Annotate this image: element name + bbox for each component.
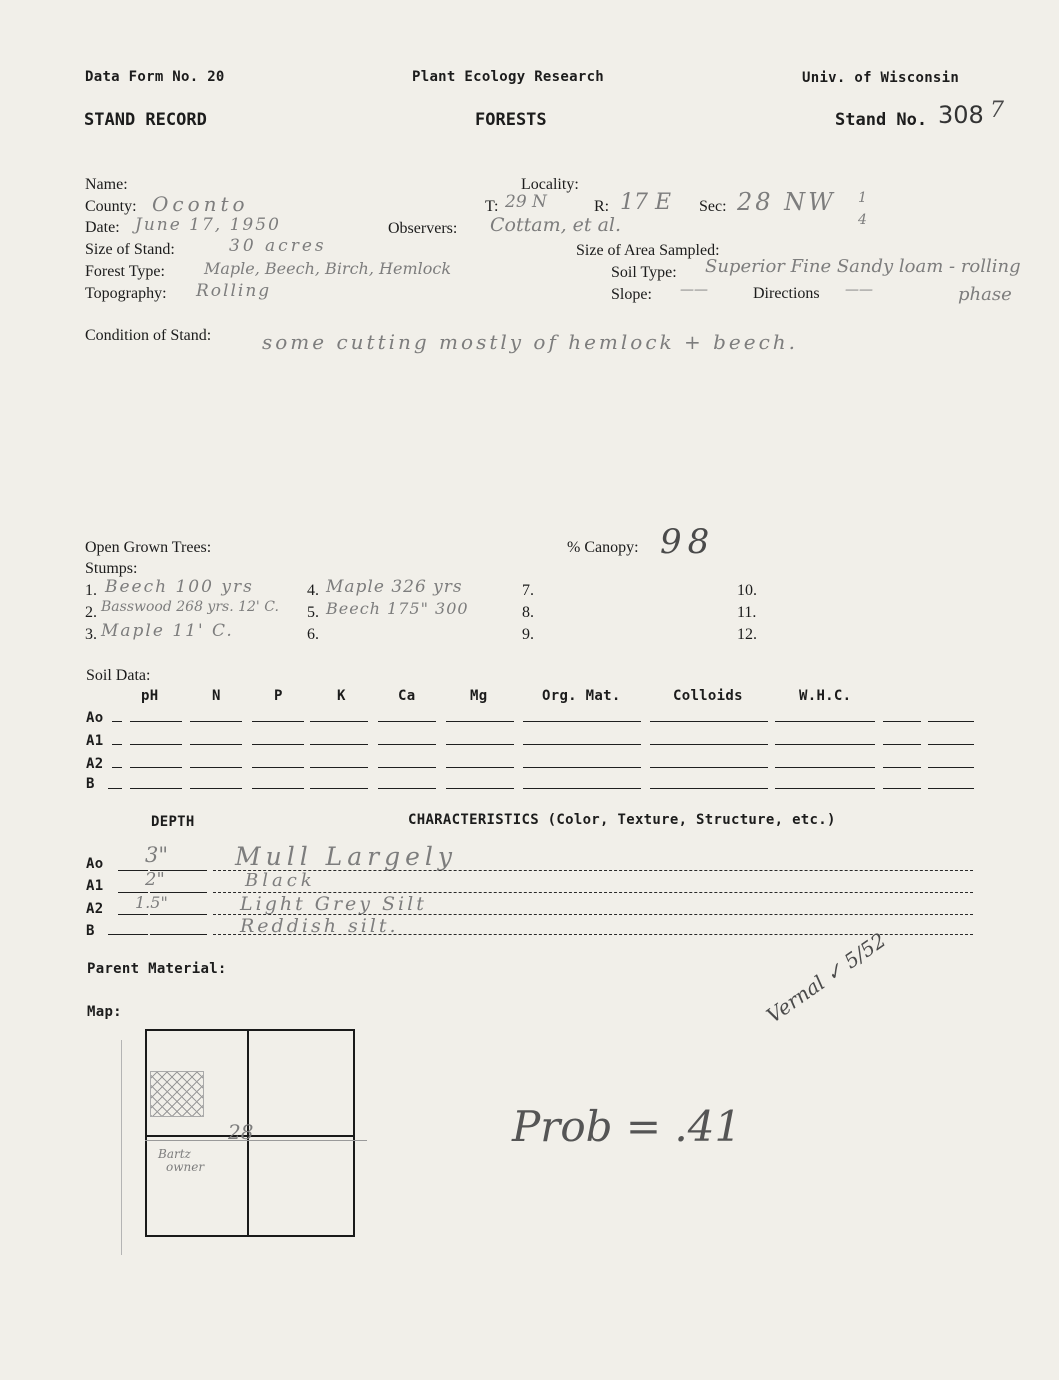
map-section-number: 28 (228, 1120, 254, 1144)
stump-number-5: 5. (307, 604, 319, 621)
soil-cell-blank (310, 721, 368, 722)
soil-cell-blank (310, 767, 368, 768)
soil-row-ao: Ao (86, 710, 104, 726)
soil-cell-blank (775, 744, 875, 745)
observers-value: Cottam, et al. (490, 214, 622, 236)
soil-cell-blank (446, 767, 514, 768)
directions-label: Directions (753, 285, 820, 302)
form-number: Data Form No. 20 (85, 69, 225, 85)
range-label: R: (594, 198, 610, 215)
open-grown-trees-label: Open Grown Trees: (85, 539, 212, 556)
soil-cell-blank (252, 767, 304, 768)
horizon-label-a1: A1 (86, 878, 104, 894)
soil-cell-blank (928, 767, 974, 768)
soil-cell-blank (523, 721, 641, 722)
verification-note: Vernal ✓ 5/52 (762, 927, 891, 1028)
soil-cell-blank (446, 744, 514, 745)
stump-number-6: 6. (307, 626, 319, 643)
parent-material-label: Parent Material: (87, 961, 227, 977)
map-owner: Bartz (158, 1147, 191, 1161)
stump-entry-3: Maple 11' C. (101, 621, 234, 641)
stump-entry-2: Basswood 268 yrs. 12' C. (101, 599, 279, 615)
stump-entry-4: Maple 326 yrs (326, 577, 463, 597)
soil-cell-blank (928, 721, 974, 722)
stump-number-2: 2. (85, 604, 97, 621)
stand-number-label: Stand No. (835, 110, 928, 130)
soil-col-org-mat: Org. Mat. (542, 688, 621, 704)
soil-cell-blank (310, 788, 368, 789)
township-label: T: (485, 198, 499, 215)
condition-label: Condition of Stand: (85, 327, 212, 344)
stand-number: 308 (938, 101, 984, 129)
size-of-stand-value: 30 acres (229, 236, 327, 256)
soil-row-a2: A2 (86, 756, 104, 772)
map-owner-note: owner (166, 1160, 205, 1174)
stump-entry-1: Beech 100 yrs (105, 577, 254, 597)
soil-cell-blank (190, 721, 242, 722)
horizon-depth-a2: 1.5" (135, 893, 168, 912)
horizon-desc-ao: Mull Largely (235, 842, 458, 871)
soil-cell-blank (310, 744, 368, 745)
soil-row-lead (112, 721, 122, 722)
soil-row-a1: A1 (86, 733, 104, 749)
canopy-label: % Canopy: (567, 539, 639, 556)
canopy-value: 98 (660, 522, 716, 562)
characteristics-header: CHARACTERISTICS (Color, Texture, Structure, etc.) (408, 812, 836, 828)
soil-cell-blank (252, 744, 304, 745)
stump-number-12: 12. (737, 626, 757, 643)
horizon-desc-b: Reddish silt. (240, 915, 399, 937)
soil-cell-blank (190, 744, 242, 745)
name-label: Name: (85, 176, 128, 193)
soil-cell-blank (252, 788, 304, 789)
soil-cell-blank (883, 744, 921, 745)
topography-value: Rolling (196, 281, 272, 301)
soil-cell-blank (378, 788, 436, 789)
stump-number-7: 7. (522, 582, 534, 599)
condition-value: some cutting mostly of hemlock + beech. (262, 330, 799, 354)
section-fraction-num: 1 (858, 190, 867, 206)
stump-number-3: 3. (85, 626, 97, 643)
soil-col-colloids: Colloids (673, 688, 743, 704)
stump-number-11: 11. (737, 604, 757, 621)
stump-number-1: 1. (85, 582, 97, 599)
horizon-label-ao: Ao (86, 856, 104, 872)
record-title: STAND RECORD (84, 110, 207, 130)
soil-cell-blank (650, 788, 768, 789)
record-type: FORESTS (475, 110, 547, 130)
soil-cell-blank (130, 788, 182, 789)
soil-cell-blank (190, 788, 242, 789)
topography-label: Topography: (85, 285, 167, 302)
date-value: June 17, 1950 (135, 215, 281, 235)
size-of-stand-label: Size of Stand: (85, 241, 175, 258)
soil-cell-blank (650, 721, 768, 722)
soil-type-value-2: phase (958, 284, 1012, 305)
size-area-sampled-label: Size of Area Sampled: (576, 242, 720, 259)
soil-col-mg: Mg (470, 688, 488, 704)
soil-row-lead (112, 767, 122, 768)
directions-value: —— (845, 282, 873, 298)
soil-data-label: Soil Data: (86, 667, 151, 684)
soil-col-ph: pH (141, 688, 159, 704)
soil-cell-blank (446, 721, 514, 722)
soil-cell-blank (650, 767, 768, 768)
range-value: 17 E (620, 190, 672, 215)
soil-cell-blank (928, 744, 974, 745)
soil-cell-blank (446, 788, 514, 789)
township-value: 29 N (505, 192, 547, 212)
depth-header: DEPTH (151, 814, 195, 830)
stump-number-8: 8. (522, 604, 534, 621)
horizon-depth-a1: 2" (145, 869, 165, 890)
slope-label: Slope: (611, 286, 652, 303)
soil-cell-blank (523, 767, 641, 768)
horizon-label-a2: A2 (86, 901, 104, 917)
section-fraction-den: 4 (858, 212, 867, 228)
soil-cell-blank (523, 744, 641, 745)
soil-col-k: K (337, 688, 346, 704)
horizon-desc-a1: Black (245, 870, 316, 891)
section-label: Sec: (699, 198, 727, 215)
soil-cell-blank (883, 721, 921, 722)
soil-cell-blank (775, 767, 875, 768)
county-value: Oconto (152, 192, 249, 216)
forest-type-label: Forest Type: (85, 263, 165, 280)
soil-row-lead (112, 744, 122, 745)
soil-cell-blank (130, 767, 182, 768)
soil-cell-blank (130, 744, 182, 745)
soil-cell-blank (650, 744, 768, 745)
stump-number-10: 10. (737, 582, 757, 599)
soil-row-lead (108, 788, 122, 789)
horizon-depth-ao: 3" (145, 843, 169, 867)
soil-cell-blank (775, 788, 875, 789)
soil-col-ca: Ca (398, 688, 416, 704)
soil-type-label: Soil Type: (611, 264, 677, 281)
stump-number-9: 9. (522, 626, 534, 643)
horizon-label-b: B (86, 923, 95, 939)
section-value: 28 NW (737, 188, 836, 216)
forest-type-value: Maple, Beech, Birch, Hemlock (204, 259, 452, 278)
soil-cell-blank (775, 721, 875, 722)
stumps-label: Stumps: (85, 560, 138, 577)
university: Univ. of Wisconsin (802, 70, 960, 86)
soil-cell-blank (378, 767, 436, 768)
soil-cell-blank (523, 788, 641, 789)
soil-cell-blank (378, 744, 436, 745)
soil-type-value: Superior Fine Sandy loam - rolling (705, 256, 1021, 277)
soil-cell-blank (928, 788, 974, 789)
map-label: Map: (87, 1004, 122, 1020)
stand-number-suffix: 7 (990, 98, 1004, 123)
soil-col-p: P (274, 688, 283, 704)
soil-row-b: B (86, 776, 95, 792)
stump-number-4: 4. (307, 582, 319, 599)
soil-cell-blank (883, 767, 921, 768)
soil-cell-blank (130, 721, 182, 722)
date-label: Date: (85, 219, 120, 236)
horizon-desc-a2: Light Grey Silt (240, 893, 427, 915)
probability-note: Prob = .41 (512, 1102, 742, 1151)
county-label: County: (85, 198, 137, 215)
soil-cell-blank (252, 721, 304, 722)
hatched-parcel (150, 1071, 204, 1117)
slope-value: —— (680, 282, 708, 298)
stump-entry-5: Beech 175" 300 (326, 599, 469, 618)
soil-col-n: N (212, 688, 221, 704)
observers-label: Observers: (388, 220, 458, 237)
soil-cell-blank (378, 721, 436, 722)
soil-cell-blank (883, 788, 921, 789)
organization: Plant Ecology Research (412, 69, 605, 85)
soil-cell-blank (190, 767, 242, 768)
locality-label: Locality: (521, 176, 579, 193)
soil-col-whc: W.H.C. (799, 688, 852, 704)
